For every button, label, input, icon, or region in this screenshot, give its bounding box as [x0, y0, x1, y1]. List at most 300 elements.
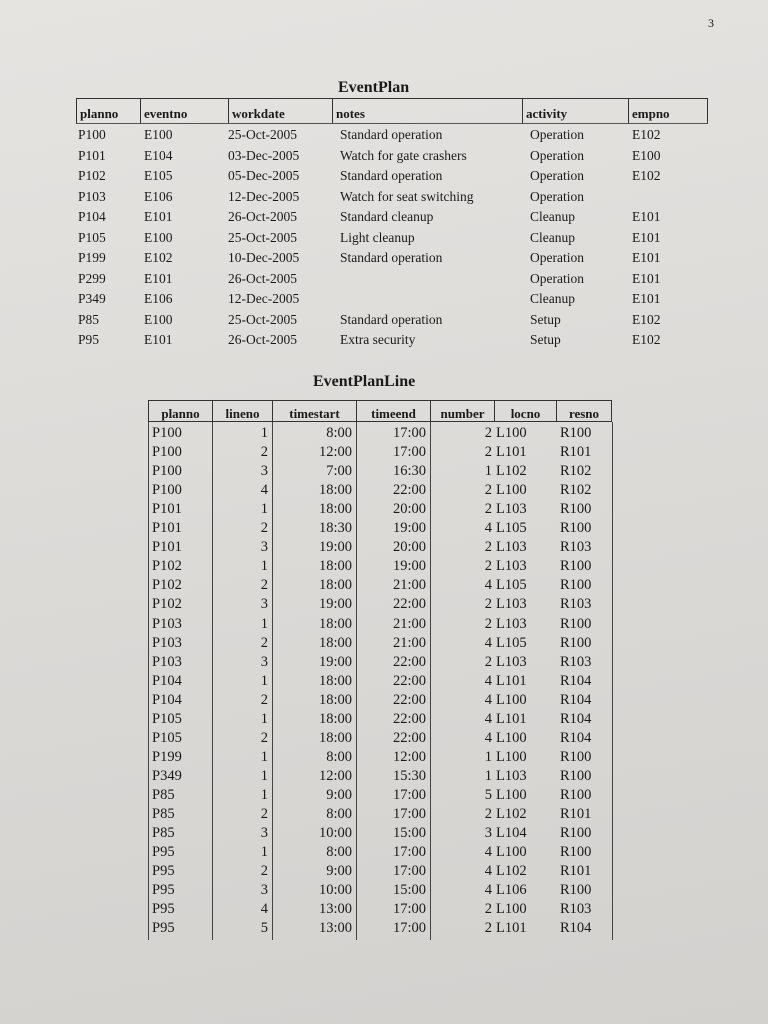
event-plan-line-cell-timeend: 22:00 [392, 482, 426, 499]
event-plan-line-cell-timestart: 7:00 [326, 463, 352, 480]
event-plan-line-cell-resno: R100 [560, 767, 592, 784]
event-plan-cell-eventno: E101 [144, 270, 173, 286]
event-plan-line-cell-resno: R100 [560, 825, 592, 842]
event-plan-line-row [148, 880, 612, 901]
event-plan-line-cell-number: 4 [484, 672, 492, 689]
event-plan-cell-planno: P85 [78, 311, 100, 327]
event-plan-line-cell-resno: R104 [560, 672, 592, 689]
event-plan-line-cell-timestart: 18:00 [318, 672, 352, 689]
event-plan-line-cell-lineno: 2 [260, 577, 268, 594]
event-plan-line-row [148, 556, 612, 577]
event-plan-line-cell-timeend: 19:00 [392, 558, 426, 575]
event-plan-cell-workdate: 03-Dec-2005 [228, 147, 300, 163]
event-plan-line-cell-timestart: 18:00 [318, 577, 352, 594]
event-plan-line-cell-lineno: 1 [260, 672, 268, 689]
event-plan-line-cell-planno: P95 [152, 901, 175, 918]
event-plan-line-cell-number: 4 [484, 520, 492, 537]
event-plan-line-cell-planno: P95 [152, 844, 175, 861]
event-plan-line-cell-timestart: 12:00 [318, 767, 352, 784]
event-plan-line-cell-locno: L106 [496, 882, 527, 899]
event-plan-line-cell-lineno: 3 [260, 596, 268, 613]
event-plan-line-cell-planno: P102 [152, 577, 182, 594]
event-plan-line-cell-lineno: 1 [260, 844, 268, 861]
event-plan-line-cell-timeend: 22:00 [392, 653, 426, 670]
event-plan-line-cell-planno: P101 [152, 520, 182, 537]
event-plan-cell-planno: P349 [78, 291, 106, 306]
event-plan-cell-activity: Operation [530, 168, 584, 183]
event-plan-cell-workdate: 25-Oct-2005 [228, 127, 297, 142]
event-plan-line-cell-lineno: 5 [260, 920, 268, 937]
event-plan-line-cell-timestart: 18:00 [318, 501, 352, 518]
event-plan-line-cell-lineno: 1 [260, 786, 268, 803]
event-plan-cell-notes: Standard cleanup [340, 209, 434, 224]
event-plan-line-cell-timeend: 15:00 [392, 882, 426, 899]
event-plan-line-cell-resno: R100 [560, 615, 592, 632]
event-plan-line-cell-timestart: 18:00 [318, 691, 352, 708]
event-plan-cell-eventno: E100 [144, 311, 173, 327]
event-plan-line-cell-locno: L103 [496, 558, 527, 575]
event-plan-line-cell-number: 2 [484, 425, 492, 441]
event-plan-line-cell-lineno: 3 [260, 825, 268, 842]
event-plan-line-cell-planno: P102 [152, 596, 182, 613]
event-plan-cell-activity: Operation [530, 188, 584, 204]
event-plan-line-cell-timestart: 18:00 [318, 634, 352, 651]
event-plan-line-cell-lineno: 2 [260, 863, 268, 880]
event-plan-line-row [148, 747, 612, 768]
event-plan-line-cell-planno: P95 [152, 920, 175, 937]
event-plan-line-cell-resno: R100 [560, 425, 592, 441]
event-plan-cell-activity: Operation [530, 147, 584, 163]
event-plan-line-cell-timestart: 8:00 [326, 748, 352, 765]
event-plan-line-header-planno: planno [148, 400, 212, 422]
event-plan-line-cell-resno: R102 [560, 463, 592, 480]
event-plan-line-cell-resno: R100 [560, 634, 592, 651]
event-plan-line-title: EventPlanLine [313, 373, 416, 390]
event-plan-line-cell-resno: R100 [560, 520, 592, 537]
event-plan-line-cell-lineno: 4 [260, 901, 268, 918]
event-plan-line-cell-lineno: 3 [260, 653, 268, 670]
event-plan-line-cell-locno: L100 [496, 786, 527, 803]
event-plan-line-cell-locno: L103 [496, 615, 527, 632]
event-plan-cell-empno: E102 [632, 168, 661, 183]
event-plan-line-header-number: number [430, 400, 494, 422]
event-plan-line-cell-timestart: 19:00 [318, 539, 352, 556]
event-plan-line-cell-locno: L100 [496, 729, 527, 746]
event-plan-line-cell-lineno: 2 [260, 444, 268, 461]
event-plan-line-cell-planno: P101 [152, 501, 182, 518]
event-plan-line-cell-locno: L100 [496, 425, 527, 441]
event-plan-line-header-timeend: timeend [356, 400, 430, 422]
event-plan-cell-notes: Standard operation [340, 250, 443, 265]
event-plan-line-cell-timeend: 17:00 [392, 844, 426, 861]
event-plan-cell-planno: P199 [78, 250, 106, 265]
event-plan-line-cell-planno: P103 [152, 653, 182, 670]
event-plan-line-cell-locno: L102 [496, 863, 527, 880]
event-plan-line-cell-timeend: 17:00 [392, 444, 426, 461]
event-plan-cell-workdate: 25-Oct-2005 [228, 229, 297, 245]
event-plan-line-cell-number: 2 [484, 501, 492, 518]
event-plan-cell-planno: P103 [78, 188, 106, 204]
event-plan-line-cell-timestart: 10:00 [318, 882, 352, 899]
event-plan-line-cell-planno: P105 [152, 710, 182, 727]
event-plan-line-cell-timeend: 22:00 [392, 596, 426, 613]
event-plan-line-cell-lineno: 4 [260, 482, 268, 499]
event-plan-line-cell-timeend: 22:00 [392, 729, 426, 746]
event-plan-line-row [148, 861, 612, 882]
event-plan-line-cell-resno: R100 [560, 577, 592, 594]
event-plan-line-header-locno: locno [494, 400, 556, 422]
event-plan-cell-planno: P95 [78, 332, 100, 347]
event-plan-line-cell-lineno: 2 [260, 634, 268, 651]
event-plan-line-row [148, 918, 612, 939]
event-plan-header-eventno: eventno [140, 98, 228, 124]
event-plan-line-header-resno: resno [556, 400, 612, 422]
event-plan-cell-planno: P105 [78, 229, 106, 245]
event-plan-line-cell-timestart: 13:00 [318, 901, 352, 918]
event-plan-line-cell-lineno: 2 [260, 691, 268, 708]
event-plan-line-cell-planno: P100 [152, 482, 182, 499]
event-plan-line-cell-number: 2 [484, 901, 492, 918]
event-plan-cell-activity: Cleanup [530, 209, 575, 224]
event-plan-cell-empno: E101 [632, 270, 661, 286]
event-plan-line-row [148, 804, 612, 825]
event-plan-line-cell-timestart: 8:00 [326, 806, 352, 822]
event-plan-line-cell-timeend: 17:00 [392, 920, 426, 937]
event-plan-line-row [148, 652, 612, 673]
event-plan-row [76, 269, 708, 289]
event-plan-line-cell-number: 3 [484, 825, 492, 842]
event-plan-line-cell-locno: L100 [496, 901, 527, 918]
event-plan-line-cell-planno: P199 [152, 748, 182, 765]
event-plan-cell-planno: P299 [78, 270, 106, 286]
event-plan-line-row [148, 785, 612, 806]
event-plan-line-row [148, 442, 612, 463]
event-plan-header-notes: notes [332, 98, 522, 124]
event-plan-row [76, 310, 708, 330]
event-plan-line-row [148, 633, 612, 654]
event-plan-line-cell-timeend: 20:00 [392, 501, 426, 518]
event-plan-line-cell-resno: R100 [560, 844, 592, 861]
event-plan-line-cell-number: 1 [484, 748, 492, 765]
event-plan-line-cell-resno: R100 [560, 748, 592, 765]
event-plan-cell-empno: E102 [632, 332, 661, 347]
event-plan-line-cell-locno: L100 [496, 748, 527, 765]
event-plan-line-cell-timestart: 10:00 [318, 825, 352, 842]
event-plan-line-row [148, 709, 612, 730]
event-plan-cell-workdate: 26-Oct-2005 [228, 209, 297, 224]
event-plan-line-cell-lineno: 3 [260, 882, 268, 899]
event-plan-line-cell-resno: R104 [560, 710, 592, 727]
event-plan-line-cell-timeend: 22:00 [392, 691, 426, 708]
event-plan-line-cell-planno: P104 [152, 691, 182, 708]
event-plan-line-cell-planno: P100 [152, 425, 182, 441]
event-plan-line-cell-resno: R103 [560, 901, 592, 918]
event-plan-line-cell-planno: P105 [152, 729, 182, 746]
event-plan-line-cell-timestart: 18:00 [318, 729, 352, 746]
event-plan-cell-planno: P100 [78, 127, 106, 142]
event-plan-line-cell-timestart: 13:00 [318, 920, 352, 937]
event-plan-line-cell-number: 4 [484, 710, 492, 727]
event-plan-line-cell-number: 2 [484, 482, 492, 499]
event-plan-line-cell-locno: L103 [496, 653, 527, 670]
event-plan-line-cell-timestart: 8:00 [326, 844, 352, 861]
event-plan-line-row [148, 690, 612, 711]
event-plan-line-row [148, 842, 612, 863]
event-plan-cell-workdate: 12-Dec-2005 [228, 188, 300, 204]
event-plan-line-cell-lineno: 1 [260, 615, 268, 632]
event-plan-line-cell-resno: R100 [560, 558, 592, 575]
event-plan-cell-eventno: E101 [144, 332, 173, 347]
event-plan-line-cell-locno: L102 [496, 806, 527, 822]
event-plan-line-cell-timeend: 15:30 [392, 767, 426, 784]
event-plan-line-cell-locno: L105 [496, 520, 527, 537]
event-plan-line-cell-resno: R104 [560, 729, 592, 746]
event-plan-line-cell-planno: P85 [152, 806, 175, 822]
event-plan-line-row [148, 461, 612, 482]
event-plan-line-cell-locno: L101 [496, 672, 527, 689]
event-plan-line-row [148, 671, 612, 692]
event-plan-cell-notes: Extra security [340, 332, 416, 347]
event-plan-cell-activity: Setup [530, 311, 561, 327]
event-plan-line-cell-resno: R101 [560, 863, 592, 880]
event-plan-cell-activity: Cleanup [530, 291, 575, 306]
event-plan-line-cell-locno: L105 [496, 577, 527, 594]
event-plan-line-cell-number: 5 [484, 786, 492, 803]
event-plan-line-cell-locno: L104 [496, 825, 527, 842]
event-plan-cell-empno: E101 [632, 250, 661, 265]
event-plan-line-cell-planno: P85 [152, 786, 175, 803]
event-plan-line-cell-timeend: 17:00 [392, 901, 426, 918]
event-plan-line-row [148, 575, 612, 596]
event-plan-cell-activity: Setup [530, 332, 561, 347]
event-plan-table [76, 98, 708, 350]
event-plan-cell-empno: E101 [632, 209, 661, 224]
event-plan-line-cell-timestart: 8:00 [326, 425, 352, 441]
event-plan-line-cell-lineno: 2 [260, 806, 268, 822]
event-plan-line-cell-planno: P104 [152, 672, 182, 689]
event-plan-line-cell-lineno: 1 [260, 710, 268, 727]
event-plan-title: EventPlan [338, 79, 410, 96]
event-plan-header-workdate: workdate [228, 98, 332, 124]
event-plan-line-cell-number: 4 [484, 863, 492, 880]
event-plan-cell-notes: Standard operation [340, 168, 443, 183]
event-plan-line-cell-timeend: 17:00 [392, 425, 426, 441]
event-plan-line-cell-number: 2 [484, 920, 492, 937]
event-plan-line-cell-locno: L102 [496, 463, 527, 480]
event-plan-line-cell-resno: R102 [560, 482, 592, 499]
event-plan-line-cell-timestart: 18:00 [318, 482, 352, 499]
event-plan-line-cell-resno: R103 [560, 596, 592, 613]
event-plan-line-cell-timeend: 17:00 [392, 806, 426, 822]
event-plan-line-cell-planno: P100 [152, 463, 182, 480]
event-plan-cell-empno: E102 [632, 127, 661, 142]
event-plan-cell-notes: Watch for seat switching [340, 188, 474, 204]
event-plan-header-activity: activity [522, 98, 628, 124]
event-plan-line-row [148, 480, 612, 501]
event-plan-line-cell-planno: P349 [152, 767, 182, 784]
event-plan-line-cell-planno: P100 [152, 444, 182, 461]
event-plan-line-cell-resno: R100 [560, 882, 592, 899]
event-plan-line-cell-resno: R103 [560, 539, 592, 556]
event-plan-line-cell-number: 4 [484, 577, 492, 594]
event-plan-row [76, 207, 708, 227]
page-number: 3 [708, 16, 714, 30]
event-plan-cell-empno: E100 [632, 147, 661, 163]
event-plan-cell-workdate: 26-Oct-2005 [228, 270, 297, 286]
event-plan-line-row [148, 518, 612, 539]
event-plan-line-cell-number: 2 [484, 806, 492, 822]
event-plan-line-cell-lineno: 1 [260, 767, 268, 784]
event-plan-line-row [148, 823, 612, 844]
event-plan-header-planno: planno [76, 98, 140, 124]
event-plan-line-cell-timestart: 18:00 [318, 615, 352, 632]
event-plan-cell-notes: Light cleanup [340, 229, 415, 245]
event-plan-line-cell-resno: R100 [560, 786, 592, 803]
event-plan-cell-empno: E102 [632, 311, 661, 327]
event-plan-line-cell-number: 2 [484, 539, 492, 556]
event-plan-line-table [148, 400, 612, 940]
event-plan-line-cell-number: 2 [484, 444, 492, 461]
event-plan-line-cell-locno: L103 [496, 501, 527, 518]
event-plan-line-cell-lineno: 3 [260, 463, 268, 480]
event-plan-line-cell-locno: L103 [496, 596, 527, 613]
event-plan-line-cell-timeend: 21:00 [392, 634, 426, 651]
event-plan-line-cell-number: 4 [484, 729, 492, 746]
event-plan-line-cell-number: 2 [484, 653, 492, 670]
event-plan-line-cell-resno: R104 [560, 920, 592, 937]
event-plan-line-cell-resno: R101 [560, 806, 592, 822]
event-plan-line-cell-number: 1 [484, 767, 492, 784]
event-plan-cell-workdate: 12-Dec-2005 [228, 291, 300, 306]
event-plan-row [76, 146, 708, 166]
event-plan-line-cell-planno: P101 [152, 539, 182, 556]
event-plan-line-cell-number: 1 [484, 463, 492, 480]
event-plan-line-cell-planno: P103 [152, 634, 182, 651]
event-plan-line-cell-timeend: 22:00 [392, 710, 426, 727]
event-plan-line-cell-number: 4 [484, 882, 492, 899]
event-plan-line-cell-number: 2 [484, 615, 492, 632]
event-plan-line-cell-timeend: 15:00 [392, 825, 426, 842]
event-plan-line-header [148, 400, 612, 422]
event-plan-line-cell-timeend: 16:30 [392, 463, 426, 480]
event-plan-line-cell-number: 4 [484, 844, 492, 861]
event-plan-cell-planno: P101 [78, 147, 106, 163]
event-plan-line-cell-lineno: 1 [260, 748, 268, 765]
event-plan-cell-eventno: E101 [144, 209, 173, 224]
event-plan-cell-activity: Operation [530, 127, 584, 142]
event-plan-cell-activity: Operation [530, 250, 584, 265]
event-plan-line-cell-locno: L100 [496, 691, 527, 708]
event-plan-line-row [148, 899, 612, 920]
event-plan-line-cell-locno: L105 [496, 634, 527, 651]
event-plan-cell-eventno: E100 [144, 127, 173, 142]
event-plan-line-cell-number: 2 [484, 596, 492, 613]
event-plan-line-cell-timeend: 21:00 [392, 615, 426, 632]
event-plan-cell-workdate: 10-Dec-2005 [228, 250, 300, 265]
event-plan-line-row [148, 499, 612, 520]
event-plan-row [76, 166, 708, 186]
event-plan-line-cell-timestart: 18:30 [318, 520, 352, 537]
event-plan-cell-workdate: 26-Oct-2005 [228, 332, 297, 347]
event-plan-row [76, 248, 708, 268]
event-plan-line-cell-timeend: 20:00 [392, 539, 426, 556]
event-plan-cell-notes: Standard operation [340, 127, 443, 142]
event-plan-line-cell-timestart: 9:00 [326, 863, 352, 880]
event-plan-cell-activity: Cleanup [530, 229, 575, 245]
event-plan-cell-eventno: E106 [144, 291, 173, 306]
event-plan-line-cell-lineno: 1 [260, 425, 268, 441]
event-plan-line-cell-timeend: 17:00 [392, 863, 426, 880]
event-plan-line-row [148, 766, 612, 787]
event-plan-line-cell-timeend: 22:00 [392, 672, 426, 689]
event-plan-line-cell-number: 4 [484, 691, 492, 708]
event-plan-cell-workdate: 25-Oct-2005 [228, 311, 297, 327]
event-plan-row [76, 228, 708, 248]
event-plan-line-cell-resno: R100 [560, 501, 592, 518]
event-plan-cell-eventno: E106 [144, 188, 173, 204]
event-plan-cell-eventno: E102 [144, 250, 173, 265]
event-plan-line-cell-lineno: 1 [260, 501, 268, 518]
event-plan-line-cell-locno: L101 [496, 710, 527, 727]
event-plan-cell-notes: Standard operation [340, 311, 443, 327]
event-plan-line-row [148, 594, 612, 615]
event-plan-cell-eventno: E104 [144, 147, 173, 163]
event-plan-line-cell-number: 4 [484, 634, 492, 651]
event-plan-line-cell-timestart: 9:00 [326, 786, 352, 803]
event-plan-line-header-timestart: timestart [272, 400, 356, 422]
event-plan-line-cell-resno: R101 [560, 444, 592, 461]
event-plan-line-cell-planno: P102 [152, 558, 182, 575]
event-plan-header [76, 98, 708, 124]
event-plan-line-cell-planno: P85 [152, 825, 175, 842]
event-plan-line-cell-locno: L100 [496, 482, 527, 499]
event-plan-line-cell-lineno: 3 [260, 539, 268, 556]
event-plan-line-cell-timeend: 17:00 [392, 786, 426, 803]
event-plan-line-cell-timeend: 21:00 [392, 577, 426, 594]
event-plan-line-cell-timestart: 19:00 [318, 653, 352, 670]
event-plan-cell-notes: Watch for gate crashers [340, 147, 467, 163]
event-plan-cell-empno: E101 [632, 291, 661, 306]
event-plan-line-cell-number: 2 [484, 558, 492, 575]
event-plan-line-cell-timeend: 19:00 [392, 520, 426, 537]
event-plan-line-row [148, 614, 612, 635]
event-plan-line-header-lineno: lineno [212, 400, 272, 422]
event-plan-line-cell-planno: P103 [152, 615, 182, 632]
event-plan-cell-eventno: E100 [144, 229, 173, 245]
event-plan-line-cell-locno: L100 [496, 844, 527, 861]
event-plan-line-cell-locno: L103 [496, 539, 527, 556]
event-plan-row [76, 187, 708, 207]
event-plan-line-cell-locno: L101 [496, 444, 527, 461]
event-plan-line-cell-planno: P95 [152, 882, 175, 899]
event-plan-line-cell-lineno: 1 [260, 558, 268, 575]
event-plan-line-cell-locno: L101 [496, 920, 527, 937]
event-plan-line-row [148, 728, 612, 749]
event-plan-line-cell-timestart: 19:00 [318, 596, 352, 613]
event-plan-line-cell-timestart: 18:00 [318, 710, 352, 727]
event-plan-line-row [148, 537, 612, 558]
event-plan-line-cell-timestart: 18:00 [318, 558, 352, 575]
event-plan-cell-eventno: E105 [144, 168, 173, 183]
event-plan-line-cell-planno: P95 [152, 863, 175, 880]
event-plan-cell-empno: E101 [632, 229, 661, 245]
event-plan-line-cell-timeend: 12:00 [392, 748, 426, 765]
event-plan-cell-planno: P102 [78, 168, 106, 183]
event-plan-line-cell-resno: R104 [560, 691, 592, 708]
event-plan-line-cell-lineno: 2 [260, 520, 268, 537]
event-plan-row [76, 289, 708, 309]
event-plan-cell-planno: P104 [78, 209, 106, 224]
